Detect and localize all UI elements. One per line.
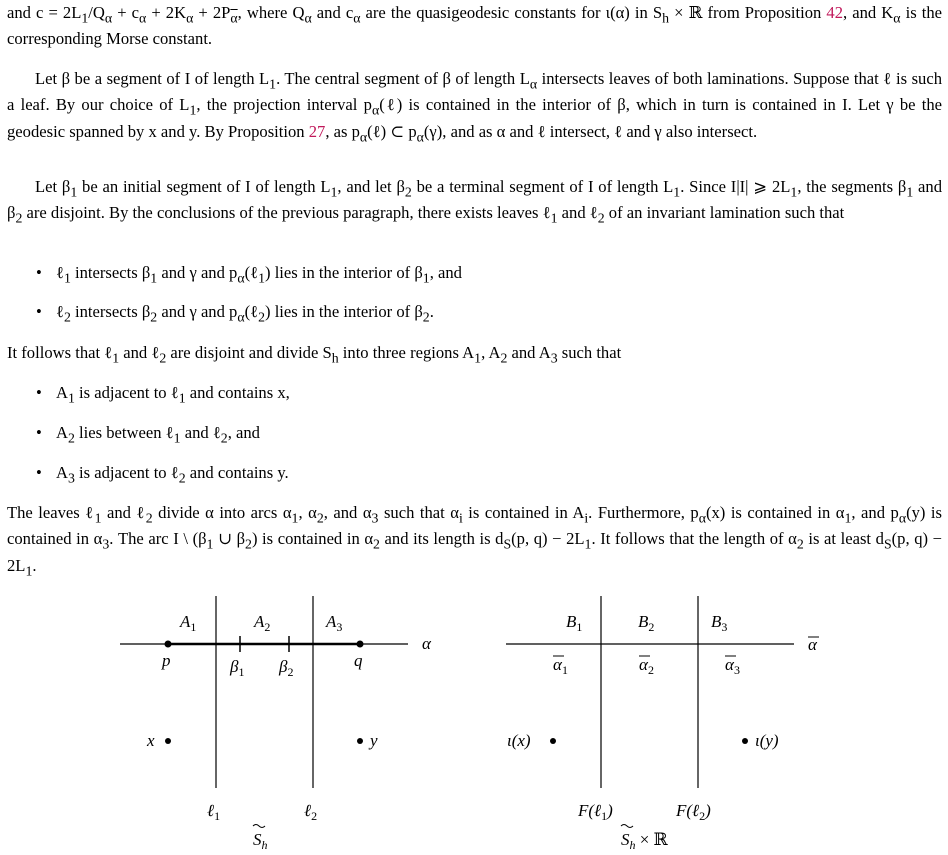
p-label: p <box>162 651 171 670</box>
point-iota-x <box>550 738 556 744</box>
list-item: • $A_2$ lies between ℓ$_1$ and ℓ$_2$, and <box>36 423 260 446</box>
arc-label: $\alpha_3$ <box>725 655 740 677</box>
list-item: • $A_3$ is adjacent to ℓ$_2$ and contains y. <box>36 463 289 486</box>
left-diagram <box>120 596 432 852</box>
region-label: $B_3$ <box>711 612 728 634</box>
region-label: $A_1$ <box>180 612 197 634</box>
list-item: • ℓ$_1$ intersects $\beta_1$ and γ and $p_\alpha(\ell_1)$ lies in the interior of $\beta_1$, and <box>36 263 462 286</box>
product-label: $S_h$ × ℝ <box>621 830 668 852</box>
point-y <box>357 738 363 744</box>
region-label: $A_3$ <box>326 612 343 634</box>
proposition-27-link[interactable]: 27 <box>308 121 326 141</box>
paragraph-regions: It follows that ℓ$_1$ and ℓ$_2$ are disjoint and divide $S_h$ into three regions $A_1$, $A_2$ and $A_3$ such that <box>7 343 622 366</box>
q-label: q <box>354 651 363 670</box>
point-x <box>165 738 171 744</box>
point-iota-y <box>742 738 748 744</box>
region-label: $B_2$ <box>638 612 655 634</box>
point-p <box>165 641 172 648</box>
right-diagram <box>506 596 819 852</box>
iota-y-label: ι(y) <box>755 731 779 750</box>
proposition-42-link[interactable]: 42 <box>826 3 844 22</box>
paragraph-segment-beta: Let β be a segment of I of length $L_1$. The central segment of β of length $L_\alpha$ intersects leaves of both laminations. Suppose that ℓ is such a leaf. By our choice of $L_1$, the projection interval $p_\alpha(\ell)$ is contained in the interior of β, which in turn is contained in I. Let γ be the geodesic spanned by x and y. By Proposition 27, as $p_\alpha(\ell)$ ⊂ $p_\alpha(\gamma)$, and as α and ℓ intersect, ℓ and γ also intersect. <box>7 69 943 144</box>
alpha-bar-label: α <box>808 635 817 654</box>
paragraph-initial-terminal: Let $\beta_1$ be an initial segment of I of length $L_1$, and let $\beta_2$ be a terminal segment of I of length $L_1$. Since I|I| ⩾ $2L_1$, the segments $\beta_1$ and $\beta_2$ are disjoint. By the conclusions of the previous paragraph, there exists leaves ℓ$_1$ and ℓ$_2$ of an invariant lamination such that <box>7 177 942 226</box>
paragraph-arcs: The leaves ℓ$_1$ and ℓ$_2$ divide α into arcs $\alpha_1$, $\alpha_2$, and $\alpha_3$ such that $\alpha_i$ is contained in $A_i$. Furthermore, $p_\alpha(x)$ is contained in $\alpha_1$, and $p_\alpha(y)$ is contained in $\alpha_3$. The arc I \ ($\beta_1$ ∪ $\beta_2$) is contained in $\alpha_2$ and its length is $d_S(p$, $q) - 2L_1$. It follows that the length of $\alpha_2$ is at least $d_S(p$, $q) - 2L_1$. <box>7 503 942 578</box>
beta2-label: $\beta_2$ <box>279 657 294 679</box>
F-leaf2-label: F(ℓ$_2$) <box>676 801 711 823</box>
region-label: $A_2$ <box>254 612 271 634</box>
arc-label: $\alpha_1$ <box>553 655 568 677</box>
paragraph-constants: and $c = 2L_1/Q_\alpha + c_\alpha + 2K_\alpha + 2P_{\overline{\alpha}}$, where $Q_\alpha$ and $c_\alpha$ are the quasigeodesic constants for ι(α) in $S_h$ × ℝ from Proposition 42, and $K_\alpha$ is the corresponding Morse constant. <box>7 3 943 49</box>
surface-label: $S_h$ <box>253 830 268 852</box>
leaf2-label: ℓ$_2$ <box>304 801 318 823</box>
list-item: • ℓ$_2$ intersects $\beta_2$ and γ and $p_\alpha(\ell_2)$ lies in the interior of $\beta_2$. <box>36 302 434 325</box>
tilde-mark <box>253 825 265 828</box>
list-item: • $A_1$ is adjacent to ℓ$_1$ and contains x, <box>36 383 290 406</box>
F-leaf1-label: F(ℓ$_1$) <box>578 801 613 823</box>
x-label: x <box>147 731 155 750</box>
beta1-label: $\beta_1$ <box>230 657 245 679</box>
arc-label: $\alpha_2$ <box>639 655 654 677</box>
point-q <box>357 641 364 648</box>
alpha-label: α <box>422 634 431 653</box>
leaf1-label: ℓ$_1$ <box>207 801 221 823</box>
tilde-mark <box>621 825 633 828</box>
y-label: y <box>370 731 378 750</box>
lamination-figure <box>0 590 948 855</box>
iota-x-label: ι(x) <box>507 731 531 750</box>
region-label: $B_1$ <box>566 612 583 634</box>
